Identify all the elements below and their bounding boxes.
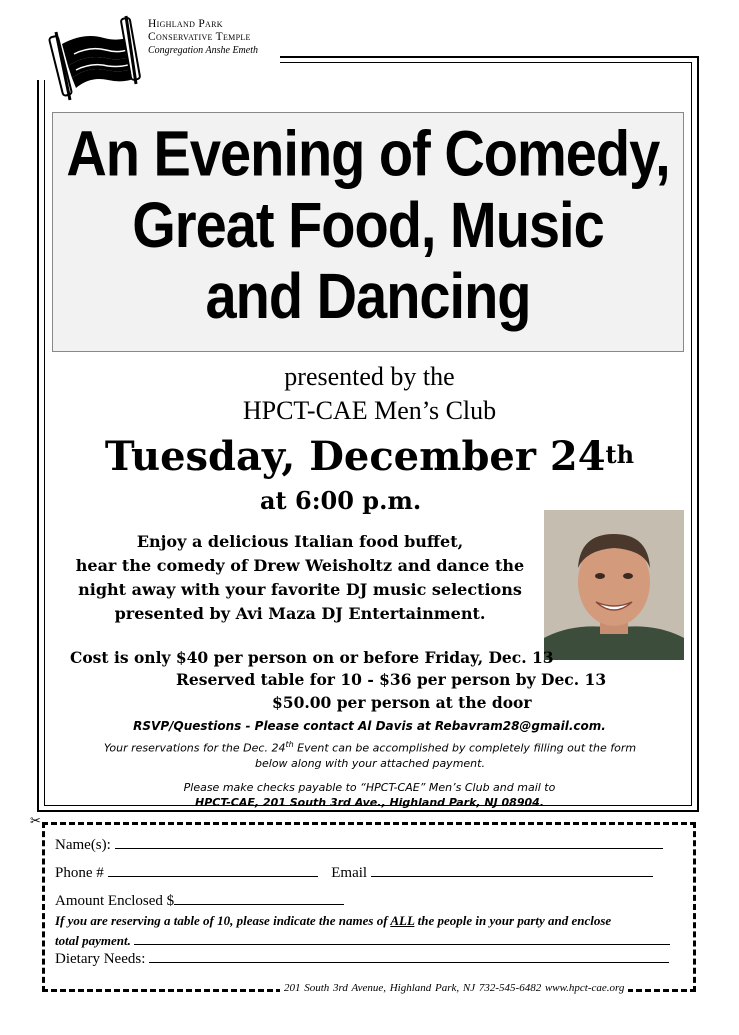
cost-early: Cost is only $40 per person on or before Friday, Dec. 13 (70, 648, 554, 667)
phone-field[interactable] (108, 863, 318, 877)
presented-by: presented by the (284, 362, 455, 391)
reservation-note: Your reservations for the Dec. 24th Event can be accomplished by completely filling out the form below along with your attached payment. (103, 740, 637, 770)
title-line-1: An Evening of Comedy, (66, 116, 670, 190)
dietary-row (55, 949, 669, 968)
dietary-label: Dietary Needs: (55, 951, 146, 967)
org-line-3: Congregation Anshe Emeth (148, 45, 258, 56)
dietary-field[interactable] (149, 949, 669, 963)
names-row (55, 835, 663, 854)
title-line-2: Great Food, Music (132, 188, 604, 261)
names-field[interactable] (115, 835, 663, 849)
event-description: Enjoy a delicious Italian food buffet, hear the comedy of Drew Weisholtz and dance the night away with your favorite DJ music selections presented by Avi Maza DJ Entertainment. (75, 532, 525, 623)
phone-label: Phone # (55, 865, 104, 881)
amount-row (55, 891, 344, 910)
club-name: HPCT-CAE Men’s Club (242, 396, 497, 425)
title-line-3: and Dancing (205, 259, 531, 332)
registration-form (42, 822, 696, 992)
event-date: Tuesday, December 24th (104, 433, 635, 480)
email-label: Email (331, 865, 368, 881)
performer-photo (544, 510, 684, 660)
names-label: Name(s): (55, 837, 111, 853)
cost-table: Reserved table for 10 - $36 per person by Dec. 13 (176, 670, 607, 689)
table-names-row: total payment. (55, 931, 670, 949)
scissors-icon: ✂ (30, 814, 41, 829)
rsvp-line: RSVP/Questions - Please contact Al Davis at Rebavram28@gmail.com. (133, 719, 606, 733)
org-line-1: Highland Park (148, 18, 223, 30)
amount-label: Amount Enclosed $ (55, 893, 175, 909)
torah-scroll-logo (44, 14, 144, 106)
table-note: If you are reserving a table of 10, please indicate the names of ALL the people in your party and enclose (55, 913, 612, 928)
event-time: at 6:00 p.m. (260, 486, 422, 515)
org-name (148, 18, 258, 57)
party-names-field[interactable] (134, 931, 670, 945)
cost-door: $50.00 per person at the door (272, 693, 532, 712)
amount-field[interactable] (174, 891, 344, 905)
phone-email-row (55, 863, 653, 882)
email-field[interactable] (371, 863, 653, 877)
footer-contact: 201 South 3rd Avenue, Highland Park, NJ 732-545-6482 www.hpct-cae.org (280, 982, 628, 994)
check-instructions: Please make checks payable to “HPCT-CAE” Men’s Club and mail to HPCT-CAE, 201 South 3rd Ave., Highland Park, NJ 08904. (183, 781, 556, 809)
event-title (52, 118, 684, 332)
org-line-2: Conservative Temple (148, 31, 251, 43)
